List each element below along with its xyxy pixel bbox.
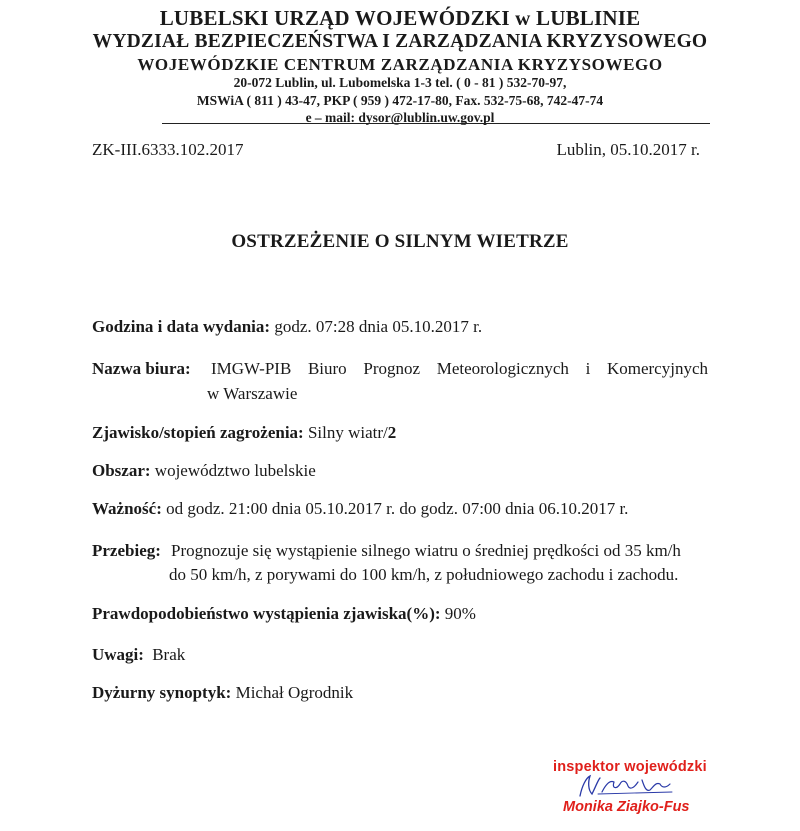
letterhead-divider (162, 123, 710, 124)
letterhead-line-2: WYDZIAŁ BEZPIECZEŃSTWA I ZARZĄDZANIA KRYZYSOWEGO (92, 31, 708, 52)
validity-value: od godz. 21:00 dnia 05.10.2017 r. do godz. 07:00 dnia 06.10.2017 r. (166, 499, 629, 518)
forecaster-row (92, 683, 353, 703)
letterhead-phones: MSWiA ( 811 ) 43-47, PKP ( 959 ) 472-17-80, Fax. 532-75-68, 742-47-74 (196, 93, 604, 108)
remarks-value: Brak (152, 645, 186, 664)
office-value-line-2: w Warszawie (207, 384, 298, 403)
letterhead-line-1: LUBELSKI URZĄD WOJEWÓDZKI w LUBLINIE (159, 6, 641, 30)
place-date: Lublin, 05.10.2017 r. (556, 140, 700, 159)
phenomenon-level: 2 (387, 423, 397, 442)
letterhead-email: e – mail: dysor@lublin.uw.gov.pl (305, 110, 495, 125)
letterhead-address: 20-072 Lublin, ul. Lubomelska 1-3 tel. ( 0 - 81 ) 532-70-97, (233, 75, 567, 90)
remarks-label: Uwagi: (92, 645, 144, 664)
office-row (92, 359, 191, 379)
area-label: Obszar: (92, 461, 151, 480)
phenomenon-row (92, 423, 396, 443)
course-value-line-1: Prognozuje się wystąpienie silnego wiatru o średniej prędkości od 35 km/h (171, 541, 681, 560)
issued-row (92, 317, 482, 337)
probability-value: 90% (444, 604, 476, 623)
area-value: województwo lubelskie (154, 461, 316, 480)
letterhead-line-3: WOJEWÓDZKIE CENTRUM ZARZĄDZANIA KRYZYSOWEGO (137, 55, 663, 74)
validity-row (92, 499, 628, 519)
document-title: OSTRZEŻENIE O SILNYM WIETRZE (231, 231, 569, 252)
issued-label: Godzina i data wydania: (92, 317, 271, 336)
issued-value: godz. 07:28 dnia 05.10.2017 r. (274, 317, 483, 336)
probability-row (92, 604, 476, 624)
remarks-row (92, 645, 185, 665)
phenomenon-label: Zjawisko/stopień zagrożenia: (92, 423, 304, 442)
course-label: Przebieg: (92, 541, 161, 560)
phenomenon-value: Silny wiatr/ (307, 423, 388, 442)
office-value-line-1: IMGW-PIB Biuro Prognoz Meteorologicznych i Komercyjnych (211, 359, 708, 378)
handwritten-signature (572, 772, 682, 800)
validity-label: Ważność: (92, 499, 162, 518)
course-value-line-2: do 50 km/h, z porywami do 100 km/h, z południowego zachodu i zachodu. (169, 565, 679, 584)
probability-label: Prawdopodobieństwo wystąpienia zjawiska(%): (92, 604, 441, 623)
office-label: Nazwa biura: (92, 359, 191, 378)
course-row (92, 541, 161, 561)
area-row (92, 461, 316, 481)
forecaster-label: Dyżurny synoptyk: (92, 683, 232, 702)
stamp-title: inspektor wojewódzki (553, 759, 707, 775)
forecaster-value: Michał Ogrodnik (235, 683, 354, 702)
stamp-name: Monika Ziajko-Fus (563, 799, 690, 815)
reference-number: ZK-III.6333.102.2017 (92, 140, 244, 159)
